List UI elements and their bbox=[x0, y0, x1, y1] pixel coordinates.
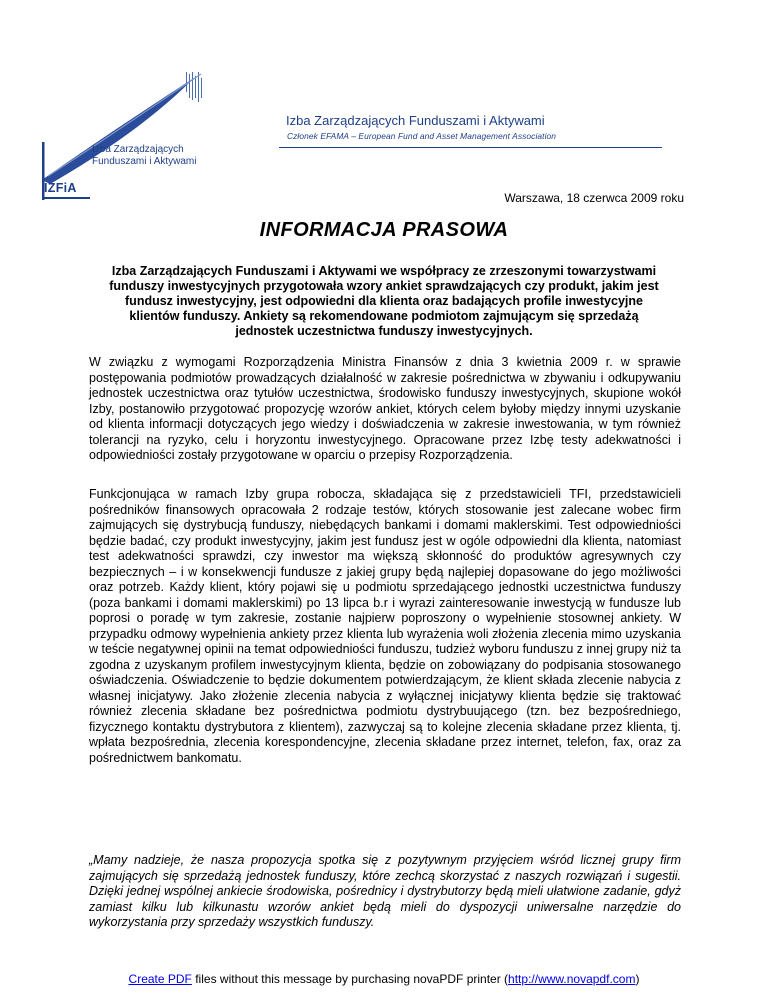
footer-text: files without this message by purchasing novaPDF printer ( bbox=[191, 972, 509, 986]
quote-paragraph: „Mamy nadzieje, że nasza propozycja spotka się z pozytywnym przyjęciem wśród licznej grupy firm zajmujących się sprzedażą jednostek funduszy, które zechcą skorzystać z naszych rozwiązań i sugestii. Dzięki jednej wspólnej ankiecie środowiska, pośrednicy i dystrybutorzy będą mieli ułatwione zadanie, gdyż zamiast kilku lub kilkunastu wzorów ankiet będą mieli do dyspozycji uniwersalne narzędzie do wykorzystania przy sprzedaży wszystkich funduszy. bbox=[89, 853, 681, 929]
body-paragraph: W związku z wymogami Rozporządzenia Ministra Finansów z dnia 3 kwietnia 2009 r. w sprawie postępowania podmiotów prowadzących działalność w zakresie pośrednictwa w zbywaniu i odkupywaniu jednostek uczestnictwa oraz tytułów uczestnictwa, środowisko funduszy inwestycyjnych, skupione wokół Izby, postanowiło przygotować propozycję wzorów ankiet, których celem byłoby między innymi uzyskanie od klienta informacji dotyczących jego wiedzy i doświadczenia w zakresie inwestowania, w tym również tolerancji na ryzyko, celu i horyzontu inwestycyjnego. Opracowane przez Izbę testy adekwatności i odpowiedniości zostały przygotowane w oparciu o przepisy Rozporządzenia. bbox=[89, 355, 681, 462]
logo-name-line1: Izba Zarządzających bbox=[92, 144, 184, 155]
create-pdf-link[interactable]: Create PDF bbox=[128, 972, 192, 986]
page-title: INFORMACJA PRASOWA bbox=[259, 219, 509, 241]
date-line: Warszawa, 18 czerwca 2009 roku bbox=[504, 191, 684, 205]
body-paragraph: Funkcjonująca w ramach Izby grupa robocza, składająca się z przedstawicieli TFI, przedstawicieli pośredników finansowych opracowała 2 rodzaje testów, których stosowanie jest zalecane wobec firm zajmujących się dystrybucją funduszy, niebędących bankami i domami maklerskimi. Test odpowiedniości będzie badać, czy produkt inwestycyjny, jakim jest fundusz jest w ogóle odpowiedni dla klienta, natomiast test adekwatności sprawdzi, czy inwestor ma większą skłonność do produktów agresywnych czy bezpiecznych – i w konsekwencji fundusze z jakiej grupy będą najlepiej dopasowane do jego możliwości oraz potrzeb. Każdy klient, który pojawi się u podmiotu sprzedającego jednostki uczestnictwa funduszy (poza bankami i domami maklerskimi) po 13 lipca b.r i wyrazi zainteresowanie inwestycją w fundusze lub poprosi o poradę w tym zakresie, zostanie najpierw poproszony o wypełnienie stosownej ankiety. W przypadku odmowy wypełnienia ankiety przez klienta lub wyrażenia woli złożenia zlecenia mimo uzyskania w teście negatywnej opinii na temat odpowiedniości funduszu, tudzież wyboru funduszu z innej grupy niż ta zgodna z uzyskanym profilem inwestycyjnym klienta, będzie on zobowiązany do podpisania stosowanego oświadczenia. Oświadczenie to będzie dokumentem potwierdzającym, że klient składa zlecenie nabycia z własnej inicjatywy. Jako złożenie zlecenia nabycia z wyłącznej inicjatywy klienta będzie się traktować również zlecenia składane bez pośrednictwa podmiotu dystrybuującego (tzn. bez bezpośredniego, fizycznego kontaktu dystrybutora z klientem), zazwyczaj są to kolejne zlecenia składane przez klienta, tj. wpłata bezpośrednia, zlecenia korespondencyjne, zlecenia składane przez internet, telefon, fax, oraz za pośrednictwem bankomatu. bbox=[89, 487, 682, 765]
header-divider bbox=[279, 147, 662, 148]
logo-name bbox=[92, 144, 196, 168]
logo-abbreviation: IZFiA bbox=[44, 181, 77, 195]
lead-paragraph: Izba Zarządzających Funduszami i Aktywami we współpracy ze zrzeszonymi towarzystwami funduszy inwestycyjnych przygotowała wzory ankiet sprawdzających czy produkt, jakim jest fundusz inwestycyjny, jest odpowiedni dla klienta oraz badających profile inwestycyjne klientów funduszy. Ankiety są rekomendowane podmiotom zajmującym się sprzedażą jednostek uczestnictwa funduszy inwestycyjnych. bbox=[109, 264, 659, 338]
header-title: Izba Zarządzających Funduszami i Aktywami bbox=[286, 113, 545, 128]
novapdf-url-link[interactable]: http://www.novapdf.com bbox=[508, 972, 636, 986]
izfia-logo bbox=[36, 72, 236, 202]
logo-name-line2: Funduszami i Aktywami bbox=[92, 156, 197, 167]
header-subtitle: Członek EFAMA – European Fund and Asset Management Association bbox=[287, 131, 557, 141]
pdf-footer bbox=[0, 972, 768, 986]
footer-end: ) bbox=[635, 972, 640, 986]
